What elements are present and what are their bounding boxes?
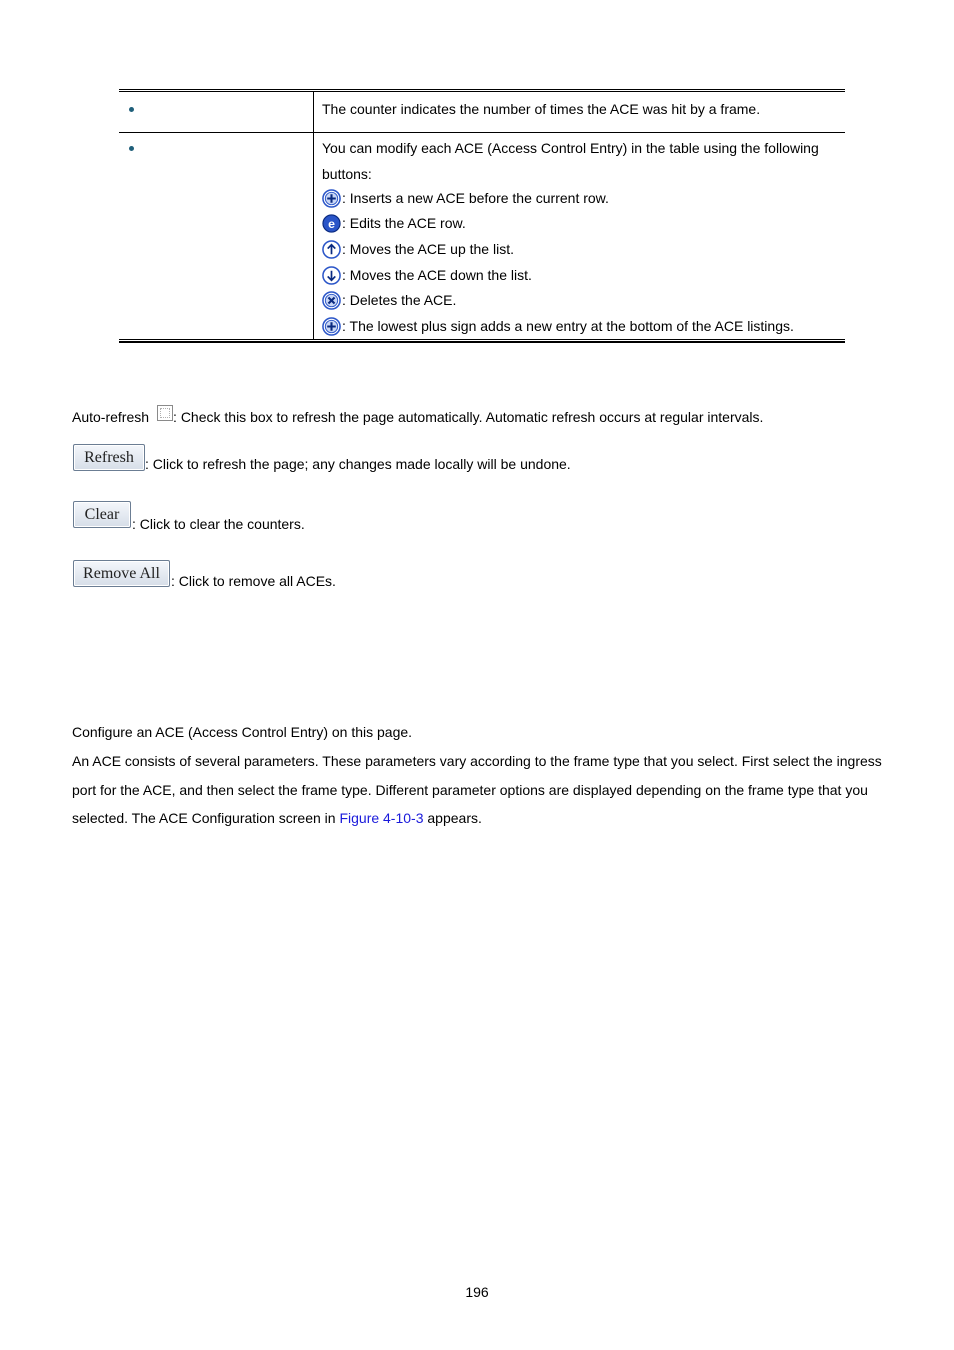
move-down-text: : Moves the ACE down the list. — [342, 267, 532, 283]
configure-ace-paragraph: Configure an ACE (Access Control Entry) on this page. — [72, 724, 413, 740]
ace-parameters-text-end: appears. — [423, 810, 482, 826]
move-up-row — [322, 237, 514, 261]
auto-refresh-description — [72, 402, 763, 432]
page-number: 196 — [465, 1284, 489, 1300]
refresh-description: : Click to refresh the page; any changes made locally will be undone. — [145, 456, 571, 472]
table-top-border — [119, 89, 845, 92]
arrow-down-circle-icon[interactable] — [322, 266, 341, 285]
row-modification-intro: You can modify each ACE (Access Control Entry) in the table using the following buttons: — [322, 140, 819, 182]
auto-refresh-checkbox[interactable] — [157, 405, 173, 421]
delete-ace-row — [322, 288, 456, 312]
bullet-icon — [129, 146, 134, 151]
auto-refresh-label: Auto-refresh — [72, 409, 150, 425]
ace-parameters-text: An ACE consists of several parameters. These parameters vary according to the frame type that you select. First select the ingress port for the ACE, and then select the frame type. Different parameter options are displayed depending on the frame type that you selected. The ACE Configuration screen in — [72, 753, 882, 826]
plus-circle-icon[interactable] — [322, 317, 341, 336]
table-row-divider — [119, 132, 845, 133]
arrow-up-circle-icon[interactable] — [322, 240, 341, 259]
table-column-divider — [313, 92, 314, 340]
refresh-button[interactable]: Refresh — [73, 444, 145, 471]
add-bottom-ace-row — [322, 314, 794, 338]
clear-button[interactable]: Clear — [73, 501, 131, 528]
table-bottom-border — [119, 339, 845, 343]
ace-parameters-paragraph — [72, 747, 892, 833]
x-circle-icon[interactable] — [322, 291, 341, 310]
move-down-row — [322, 263, 532, 287]
remove-all-button[interactable]: Remove All — [73, 560, 170, 587]
add-bottom-ace-text: : The lowest plus sign adds a new entry at the bottom of the ACE listings. — [342, 318, 794, 334]
figure-link[interactable]: Figure 4-10-3 — [339, 810, 424, 826]
edit-ace-text: : Edits the ACE row. — [342, 215, 466, 231]
svg-text:e: e — [328, 216, 335, 231]
insert-ace-text: : Inserts a new ACE before the current row. — [342, 190, 609, 206]
row-counter-description: The counter indicates the number of times the ACE was hit by a frame. — [322, 101, 761, 117]
plus-circle-icon[interactable] — [322, 189, 341, 208]
remove-all-description: : Click to remove all ACEs. — [171, 573, 336, 589]
clear-description: : Click to clear the counters. — [132, 516, 305, 532]
bullet-icon — [129, 107, 134, 112]
auto-refresh-text: : Check this box to refresh the page automatically. Automatic refresh occurs at regular intervals. — [173, 409, 764, 425]
edit-ace-row — [322, 211, 466, 235]
insert-ace-row — [322, 186, 609, 210]
edit-e-icon[interactable] — [322, 214, 341, 233]
move-up-text: : Moves the ACE up the list. — [342, 241, 514, 257]
delete-ace-text: : Deletes the ACE. — [342, 292, 457, 308]
